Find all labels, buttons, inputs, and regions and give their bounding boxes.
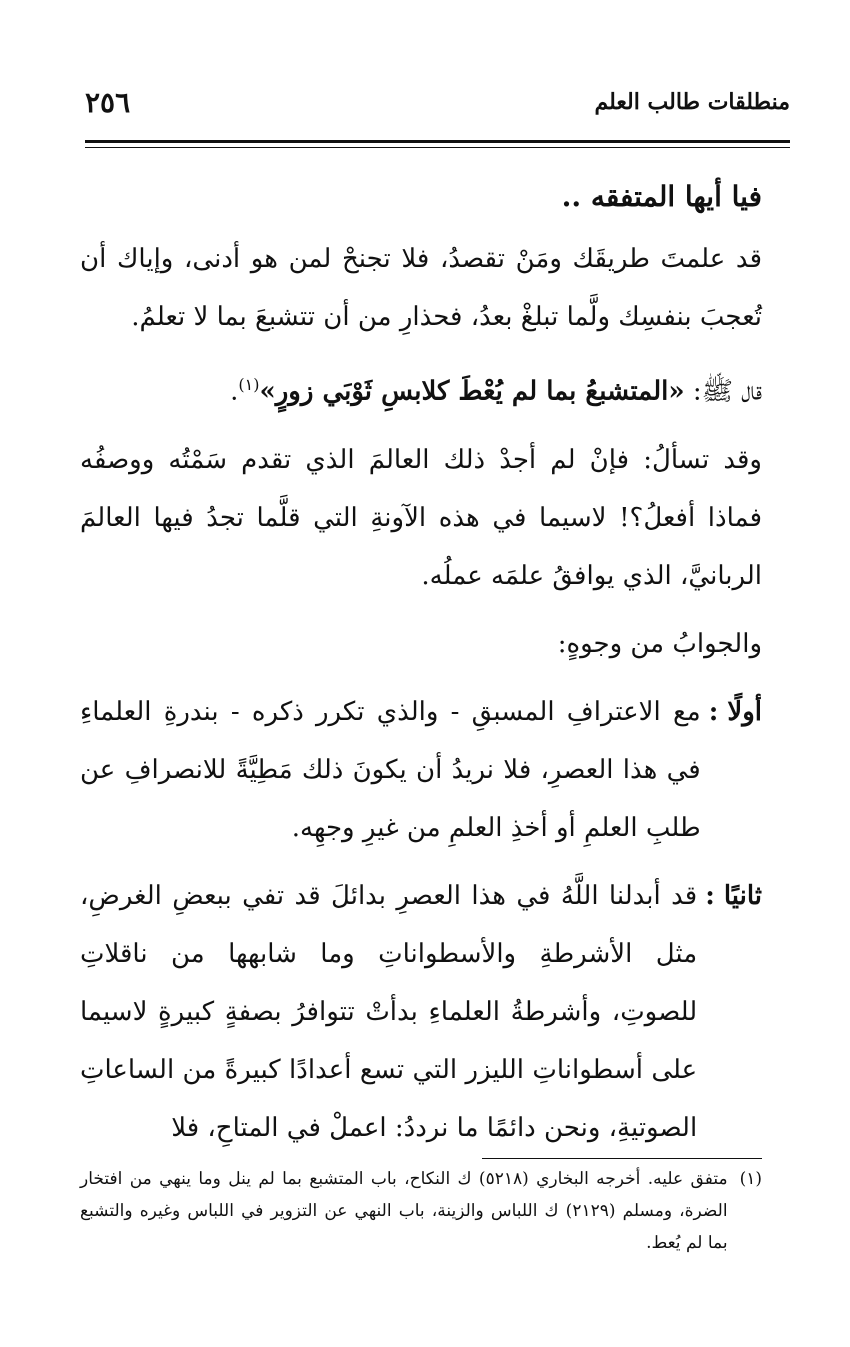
header-rule-thick	[85, 140, 790, 143]
point-first-lead: أولًا :	[708, 696, 762, 727]
point-first-body: مع الاعترافِ المسبقِ - والذي تكرر ذكره - بندرةِ العلماءِ في هذا العصرِ، فلا نريدُ أن يكونَ ذلك مَطِيَّةً للانصرافِ عن طلبِ العلمِ أو أخذِ العلمِ من غيرِ وجهِه.	[80, 696, 701, 843]
footnote	[80, 1163, 762, 1259]
page-header	[85, 82, 790, 122]
hadith-paragraph	[80, 356, 762, 421]
point-first	[80, 683, 762, 857]
point-second-body: قد أبدلنا اللَّهُ في هذا العصرِ بدائلَ قد تفي ببعضِ الغرضِ، مثل الأشرطةِ والأسطواناتِ وما شابهها من ناقلاتِ للصوتِ، وأشرطةُ العلماءِ بدأتْ تتوافرُ بصفةٍ كبيرةٍ لاسيما على أسطواناتِ الليزر التي تسع أعدادًا كبيرةً من الساعاتِ الصوتيةِ، ونحن دائمًا ما نرددُ: اعملْ في المتاحِ، فلا	[80, 880, 698, 1143]
paragraph-1: قد علمتَ طريقَك ومَنْ تقصدُ، فلا تجنحْ لمن هو أدنى، وإياك أن تُعجبَ بنفسِك ولَّما تبلغْ بعدُ، فحذارِ من أن تتشبعَ بما لا تعلمُ.	[80, 244, 762, 332]
section-heading: فيا أيها المتفقه ..	[561, 180, 762, 213]
footnote-text: متفق عليه. أخرجه البخاري (٥٢١٨) ك النكاح، باب المتشبع بما لم ينل وما ينهي من افتخار الضرة، ومسلم (٢١٢٩) ك اللباس والزينة، باب النهي عن التزوير في اللباس وغيره والتشبع بما لم يُعط.	[80, 1169, 728, 1253]
page-number: ٢٥٦	[85, 85, 131, 119]
running-title: منطلقات طالب العلم	[594, 89, 790, 115]
footnote-ref: (١)	[238, 375, 260, 394]
hadith-end: .	[230, 376, 239, 407]
main-text	[80, 172, 762, 1167]
header-rule-thin	[85, 147, 790, 148]
hadith-intro: قال ﷺ:	[684, 376, 762, 407]
paragraph-2: وقد تسألُ: فإنْ لم أجدْ ذلك العالمَ الذي تقدم سَمْتُه ووصفُه فماذا أفعلُ؟! لاسيما في هذه الآونةِ التي قلَّما تجدُ فيها العالمَ الربانيَّ، الذي يوافقُ علمَه عملُه.	[80, 444, 762, 591]
footnote-rule	[482, 1158, 762, 1159]
footnote-number: (١)	[739, 1169, 762, 1189]
point-second-lead: ثانيًا :	[705, 880, 762, 911]
paragraph-3: والجوابُ من وجوهٍ:	[557, 628, 762, 659]
hadith-text: «المتشبعُ بما لم يُعْطَ كلابسِ ثَوْبَي زورٍ»	[259, 376, 685, 407]
point-second	[80, 867, 762, 1157]
